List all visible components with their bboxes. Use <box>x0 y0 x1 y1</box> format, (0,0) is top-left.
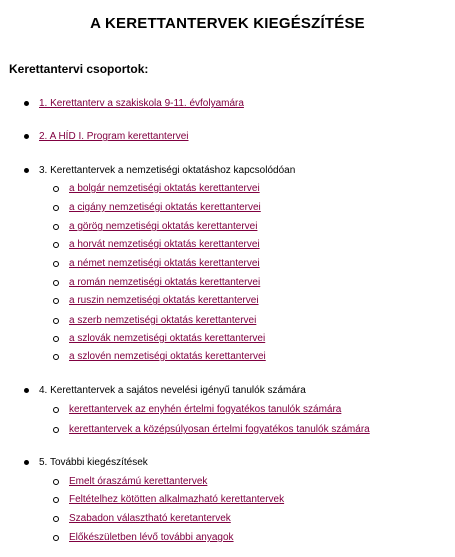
list-item <box>69 315 256 327</box>
bullet-circle <box>53 336 59 342</box>
bullet-circle <box>53 298 59 304</box>
list-item <box>69 494 284 506</box>
link-emelt-oraszamu[interactable]: Emelt óraszámú kerettantervek <box>69 476 208 487</box>
link-bolgar[interactable]: a bolgár nemzetiségi oktatás kerettantervei <box>69 183 260 194</box>
bullet-circle <box>53 261 59 267</box>
group-item-1 <box>39 98 244 110</box>
group-heading-nemzetisegi: 3. Kerettantervek a nemzetiségi oktatáshoz kapcsolódóan <box>39 165 296 176</box>
link-szlovak[interactable]: a szlovák nemzetiségi oktatás kerettantervei <box>69 333 266 344</box>
link-gorog[interactable]: a görög nemzetiségi oktatás kerettantervei <box>69 221 258 232</box>
link-enyhen[interactable]: kerettantervek az enyhén értelmi fogyatékos tanulók számára <box>69 404 342 415</box>
list-item <box>69 258 260 270</box>
bullet-circle <box>53 427 59 433</box>
bullet-circle <box>53 205 59 211</box>
link-ruszin[interactable]: a ruszin nemzetiségi oktatás kerettantervei <box>69 295 259 306</box>
list-item <box>69 404 341 416</box>
bullet-disc <box>24 460 29 465</box>
list-item <box>69 183 260 195</box>
group-heading-tovabbi: 5. További kiegészítések <box>39 457 148 468</box>
bullet-disc <box>24 101 29 106</box>
list-item <box>69 532 234 544</box>
bullet-circle <box>53 242 59 248</box>
bullet-circle <box>53 186 59 192</box>
bullet-disc <box>24 168 29 173</box>
link-elokeszuletben[interactable]: Előkészületben lévő további anyagok <box>69 532 234 543</box>
list-item <box>69 202 261 214</box>
bullet-circle <box>53 497 59 503</box>
bullet-circle <box>53 516 59 522</box>
bullet-circle <box>53 354 59 360</box>
list-item <box>69 476 207 488</box>
link-szakiskola[interactable]: 1. Kerettanterv a szakiskola 9-11. évfolyamára <box>39 98 244 109</box>
list-item <box>69 239 260 251</box>
link-hid-program[interactable]: 2. A HÍD I. Program kerettantervei <box>39 131 189 142</box>
group-heading-sajatos: 4. Kerettantervek a sajátos nevelési igényű tanulók számára <box>39 385 306 396</box>
list-item <box>69 221 257 233</box>
link-nemet[interactable]: a német nemzetiségi oktatás kerettantervei <box>69 258 260 269</box>
list-item <box>69 513 231 525</box>
section-heading: Kerettantervi csoportok: <box>9 62 149 76</box>
bullet-disc <box>24 134 29 139</box>
link-roman[interactable]: a román nemzetiségi oktatás kerettantervei <box>69 277 261 288</box>
link-szerb[interactable]: a szerb nemzetiségi oktatás kerettantervei <box>69 315 257 326</box>
link-cigany[interactable]: a cigány nemzetiségi oktatás kerettantervei <box>69 202 261 213</box>
list-item <box>69 277 260 289</box>
link-kozepsulyosan[interactable]: kerettantervek a középsúlyosan értelmi fogyatékos tanulók számára <box>69 424 370 435</box>
bullet-circle <box>53 318 59 324</box>
list-item <box>69 424 370 436</box>
list-item <box>69 351 266 363</box>
bullet-disc <box>24 388 29 393</box>
bullet-circle <box>53 479 59 485</box>
bullet-circle <box>53 407 59 413</box>
link-szabadon[interactable]: Szabadon választható keretantervek <box>69 513 231 524</box>
bullet-circle <box>53 280 59 286</box>
group-item-2 <box>39 131 189 143</box>
link-horvat[interactable]: a horvát nemzetiségi oktatás kerettantervei <box>69 239 260 250</box>
bullet-circle <box>53 224 59 230</box>
list-item <box>69 295 259 307</box>
bullet-circle <box>53 535 59 541</box>
link-felteltelhez[interactable]: Feltételhez kötötten alkalmazható kerettantervek <box>69 494 285 505</box>
list-item <box>69 333 265 345</box>
link-szloven[interactable]: a szlovén nemzetiségi oktatás kerettantervei <box>69 351 266 362</box>
page-title: A KERETTANTERVEK KIEGÉSZÍTÉSE <box>90 15 365 32</box>
